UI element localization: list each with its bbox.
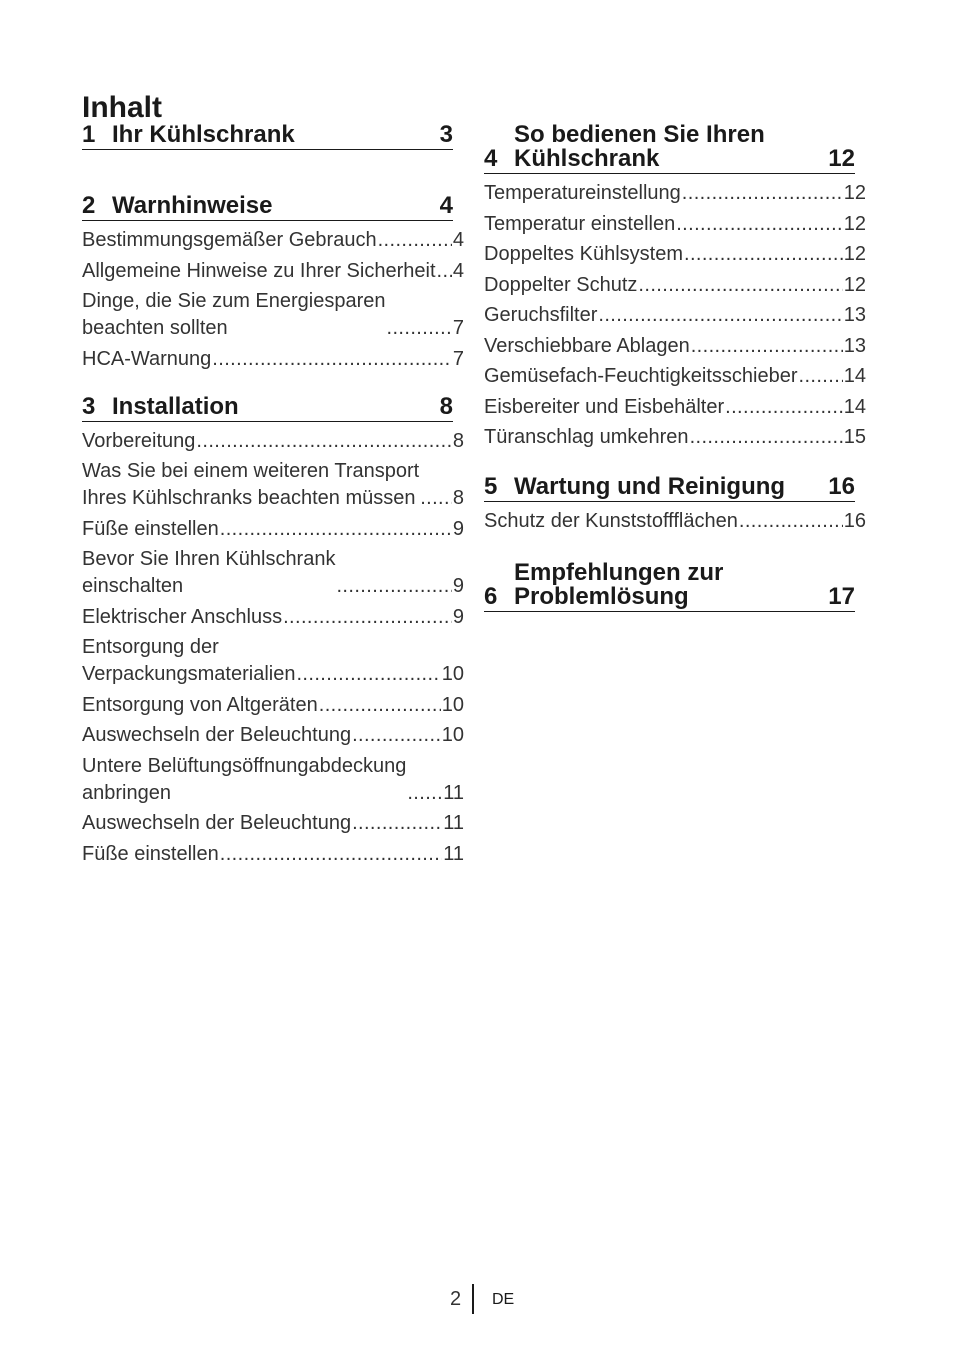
toc-entry[interactable] [82, 634, 464, 688]
toc-entry[interactable] [82, 810, 464, 837]
toc-entry-page: 7 [452, 347, 464, 370]
toc-entry[interactable] [484, 394, 866, 421]
toc-entry[interactable] [484, 363, 866, 390]
toc-entry[interactable] [82, 841, 464, 868]
toc-entry[interactable] [484, 211, 866, 238]
toc-entry-title: Bestimmungsgemäßer Gebrauch [82, 229, 377, 251]
toc-entry-page: 16 [843, 510, 866, 532]
toc-dot-leader [407, 780, 442, 807]
section-page-number: 3 [439, 121, 453, 148]
toc-section-4 [484, 123, 866, 451]
toc-entry[interactable] [82, 458, 464, 512]
toc-entry[interactable] [484, 424, 866, 451]
toc-entry[interactable] [82, 722, 464, 749]
footer-separator [472, 1284, 474, 1314]
toc-entry-page: 8 [452, 487, 464, 509]
toc-entry-page: 4 [452, 229, 464, 251]
section-title: Empfehlungen zur Problemlösung [514, 559, 724, 610]
toc-entry-list [484, 174, 866, 451]
toc-entry-page: 9 [452, 605, 464, 628]
toc-dot-leader [319, 692, 441, 719]
toc-dot-leader [798, 363, 842, 390]
section-page-number: 16 [828, 473, 855, 500]
toc-right-column [484, 123, 866, 612]
toc-entry-page: 12 [843, 212, 866, 235]
toc-dot-leader [220, 841, 442, 868]
toc-entry[interactable] [484, 508, 866, 535]
toc-entry-title: Entsorgung von Altgeräten [82, 693, 318, 716]
toc-dot-leader [387, 315, 452, 342]
toc-entry-title: Eisbereiter und Eisbehälter [484, 395, 725, 418]
toc-entry-page: 13 [843, 304, 866, 326]
toc-section-heading[interactable] [484, 123, 855, 174]
toc-entry-title: Auswechseln der Beleuchtung [82, 724, 352, 746]
toc-dot-leader [598, 302, 842, 329]
toc-entry-title: HCA-Warnung [82, 347, 212, 370]
toc-dot-leader [690, 424, 843, 451]
toc-dot-leader [725, 394, 843, 421]
toc-entry-title: Dinge, die Sie zum Energiesparen beachten sollten [82, 290, 386, 339]
section-number: 6 [484, 583, 498, 610]
toc-entry-page: 9 [452, 517, 464, 540]
section-page-number: 17 [828, 583, 855, 610]
toc-entry[interactable] [484, 272, 866, 299]
toc-entry-title: Gemüsefach-Feuchtigkeitsschieber [484, 365, 798, 387]
toc-entry-title: Geruchsfilter [484, 304, 598, 326]
toc-entry[interactable] [82, 288, 464, 342]
toc-left-column [82, 123, 464, 871]
toc-entry-page: 12 [843, 243, 866, 265]
toc-dot-leader [212, 346, 452, 373]
toc-dot-leader [682, 180, 843, 207]
toc-entry-title: Vorbereitung [82, 429, 196, 452]
toc-entry-page: 11 [443, 781, 464, 804]
toc-entry[interactable] [484, 180, 866, 207]
section-number: 1 [82, 121, 96, 148]
toc-entry[interactable] [82, 546, 464, 600]
toc-dot-leader [420, 485, 452, 512]
toc-dot-leader [684, 241, 843, 268]
toc-entry-page: 10 [441, 724, 464, 746]
section-number: 4 [484, 145, 498, 172]
toc-dot-leader [336, 573, 451, 600]
section-number: 2 [82, 192, 96, 219]
toc-entry-title: Auswechseln der Beleuchtung [82, 812, 352, 834]
toc-entry-page: 10 [441, 693, 464, 716]
toc-entry-title: Elektrischer Anschluss [82, 605, 283, 628]
toc-entry[interactable] [484, 241, 866, 268]
toc-entry-page: 11 [443, 842, 464, 865]
toc-entry-title: Schutz der Kunststoffflächen [484, 510, 738, 532]
toc-dot-leader [220, 516, 452, 543]
toc-entry[interactable] [484, 333, 866, 360]
page-title: Inhalt [82, 91, 162, 124]
toc-dot-leader [196, 428, 451, 455]
toc-dot-leader [691, 333, 843, 360]
page-footer [0, 1284, 954, 1316]
toc-entry-title: Füße einstellen [82, 517, 219, 540]
toc-entry[interactable] [82, 604, 464, 631]
toc-entry[interactable] [82, 692, 464, 719]
section-title: So bedienen Sie Ihren Kühlschrank [514, 121, 765, 172]
toc-entry[interactable] [82, 753, 464, 807]
toc-entry-page: 15 [843, 426, 866, 448]
toc-entry[interactable] [82, 227, 464, 254]
toc-entry-title: Entsorgung der Verpackungsmaterialien [82, 636, 296, 685]
toc-section-2 [82, 194, 464, 373]
toc-entry-title: Untere Belüftungsöffnungabdeckung anbringen [82, 754, 407, 804]
toc-entry[interactable] [484, 302, 866, 329]
toc-entry-list [82, 422, 464, 868]
toc-section-heading[interactable] [484, 475, 855, 502]
toc-section-heading[interactable] [82, 123, 453, 150]
toc-entry-title: Füße einstellen [82, 842, 219, 865]
toc-dot-leader [352, 722, 441, 749]
toc-dot-leader [676, 211, 843, 238]
toc-entry-title: Temperatur einstellen [484, 212, 676, 235]
toc-entry-page: 8 [452, 429, 464, 452]
toc-entry-page: 14 [843, 395, 866, 418]
toc-entry[interactable] [82, 258, 464, 285]
section-number: 5 [484, 473, 498, 500]
section-number: 3 [82, 392, 96, 420]
toc-section-heading[interactable] [484, 561, 855, 612]
toc-entry[interactable] [82, 516, 464, 543]
toc-dot-leader [638, 272, 842, 299]
footer-page-number: 2 [450, 1288, 462, 1310]
toc-entry-page: 11 [443, 812, 464, 834]
toc-entry-title: Temperatureinstellung [484, 182, 681, 204]
toc-entry-page: 7 [452, 317, 464, 339]
toc-entry-page: 10 [441, 663, 464, 685]
toc-dot-leader [739, 508, 843, 535]
toc-dot-leader [437, 258, 452, 285]
toc-section-5 [484, 475, 866, 535]
section-title: Ihr Kühlschrank [112, 121, 295, 148]
toc-dot-leader [352, 810, 442, 837]
toc-entry-title: Türanschlag umkehren [484, 426, 689, 448]
toc-entry-page: 12 [843, 182, 866, 204]
section-page-number: 8 [439, 392, 453, 420]
section-page-number: 12 [828, 145, 855, 172]
toc-dot-leader [296, 661, 440, 688]
toc-section-6 [484, 561, 866, 612]
toc-entry-page: 13 [843, 334, 866, 357]
toc-dot-leader [283, 604, 452, 631]
toc-dot-leader [378, 227, 452, 254]
section-title: Installation [112, 392, 239, 420]
toc-entry-page: 9 [452, 575, 464, 597]
toc-entry-list [82, 221, 464, 373]
toc-entry-title: Verschiebbare Ablagen [484, 334, 690, 357]
toc-entry-list [484, 502, 866, 535]
toc-entry-title: Doppeltes Kühlsystem [484, 243, 683, 265]
toc-entry-title: Allgemeine Hinweise zu Ihrer Sicherheit [82, 259, 436, 282]
toc-section-3 [82, 392, 464, 868]
toc-entry-page: 4 [452, 259, 464, 282]
section-title: Wartung und Reinigung [514, 473, 786, 500]
toc-entry-title: Doppelter Schutz [484, 273, 638, 296]
section-title: Warnhinweise [112, 192, 273, 219]
toc-section-heading[interactable] [82, 392, 453, 422]
toc-section-heading[interactable] [82, 194, 453, 221]
toc-section-1 [82, 123, 464, 150]
footer-language: DE [492, 1291, 515, 1308]
toc-entry-page: 14 [843, 365, 866, 387]
toc-entry-page: 12 [843, 273, 866, 296]
toc-entry[interactable] [82, 346, 464, 373]
section-page-number: 4 [439, 192, 453, 219]
toc-entry-title: Was Sie bei einem weiteren Transport Ihres Kühlschranks beachten müssen [82, 460, 420, 509]
toc-entry[interactable] [82, 428, 464, 455]
toc-entry-title: Bevor Sie Ihren Kühlschrank einschalten [82, 548, 336, 597]
